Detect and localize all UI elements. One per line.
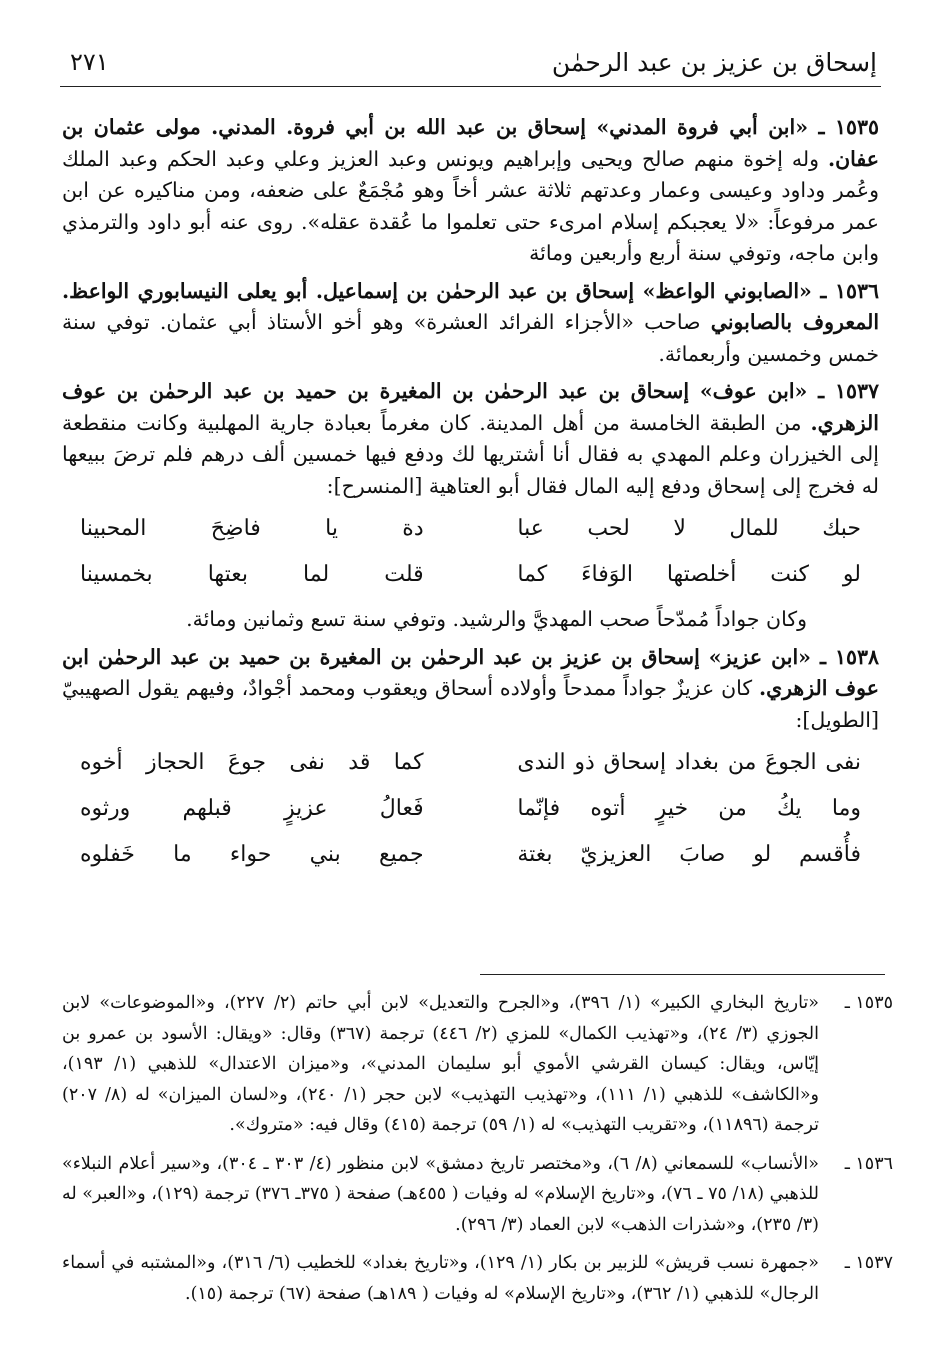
entry-number: ١٥٣٥ ـ (808, 115, 879, 139)
verse-second-hemistich: دة يا فاضِحَ المحبينا (80, 516, 424, 541)
entry-tail: وكان جواداً مُمدّحاً صحب المهديَّ والرشيد. وتوفي سنة تسع وثمانين ومائة. (186, 607, 807, 631)
entry-1535 (62, 112, 879, 270)
verse-line (62, 506, 879, 552)
main-text (62, 112, 879, 884)
verse-first-hemistich: لو كنت أخلصتها الوَفاءَ كما (517, 562, 861, 587)
footnote-number: ١٥٣٥ ـ (844, 993, 893, 1013)
verse-second-hemistich: فَعالُ عزيزٍ قبلهم ورثوه (80, 796, 424, 821)
entry-1537 (62, 376, 879, 636)
footnote-text: «الأنساب» للسمعاني (٨/ ٦)، و«مختصر تاريخ دمشق» لابن منظور (٤/ ٣٠٣ ـ ٣٠٤)، و«سير أعلام النبلاء» للذهبي (١٨/ ٧٥ ـ ٧٦)، و«تاريخ الإسلام» له وفيات ( ٤٥٥هـ) صفحة ( ٣٧٥ـ ٣٧٦) ترجمة (١٢٩)، و«العبر» له (٣/ ٢٣٥)، و«شذرات الذهب» لابن العماد (٣/ ٢٩٦). (62, 1153, 820, 1235)
footnote-number: ١٥٣٦ ـ (844, 1153, 893, 1174)
entry-number: ١٥٣٨ ـ (810, 644, 880, 669)
footnote (62, 1149, 893, 1241)
entry-1536 (62, 276, 879, 371)
verse-line (62, 786, 879, 832)
footnote-text: «جمهرة نسب قريش» للزبير بن بكار (١/ ١٢٩)، و«تاريخ بغداد» للخطيب (٦/ ٣١٦)، و«المشتبه في أسماء الرجال» للذهبي (١/ ٣٦٢)، و«تاريخ الإسلام» له وفيات ( ١٨٩هـ) صفحة (٦٧) ترجمة (١٥). (62, 1253, 819, 1304)
entry-number: ١٥٣٦ ـ (811, 278, 879, 303)
footnotes (62, 988, 893, 1317)
verse-first-hemistich: حبك للمال لا لحب عبا (517, 516, 861, 541)
footnote-separator (480, 974, 885, 975)
footnote-text: «تاريخ البخاري الكبير» (١/ ٣٩٦)، و«الجرح والتعديل» لابن أبي حاتم (٢/ ٢٢٧)، و«الموضوعات» لابن الجوزي (٣/ ٢٤)، و«تهذيب الكمال» للمزي (٢/ ٤٤٦) ترجمة (٣٦٧) وقال: «ويقال: الأسود بن عمرو بن إيّاس، ويقال: كيسان القرشي الأموي أبو سليمان المدني»، و«ميزان الاعتدال» للذهبي (١/ ١٩٣)، و«الكاشف» للذهبي (١/ ١١١)، و«تهذيب التهذيب» لابن حجر (١/ ٢٤٠)، و«لسان الميزان» له (٨/ ٢٠٧) ترجمة (١١٨٩٦)، و«تقريب التهذيب» له (١/ ٥٩) ترجمة (٤١٥) وقال فيه: «متروك». (62, 993, 820, 1135)
verse-first-hemistich: وما يكُ من خيرٍ أتوه فإنّما (517, 796, 861, 821)
entry-heading: «ابن أبي فروة المدني» إسحاق بن عبد الله بن أبي فروة. المدني. مولى عثمان بن عفان. (62, 115, 879, 171)
entry-heading: «ابن عوف» إسحاق بن عبد الرحمٰن بن المغيرة بن حميد بن عبد الرحمٰن بن عوف الزهري. (62, 379, 879, 435)
poem (62, 740, 879, 878)
verse-line (62, 552, 879, 598)
footnote-number: ١٥٣٧ ـ (844, 1253, 893, 1273)
entry-number: ١٥٣٧ ـ (807, 379, 879, 403)
verse-first-hemistich: نفى الجوعَ من بغداد إسحاق ذو الندى (517, 750, 861, 775)
verse-line (62, 740, 879, 786)
verse-second-hemistich: جميع بني حواء ما خَفلوه (80, 842, 424, 867)
entry-1538 (62, 642, 879, 879)
verse-line (62, 832, 879, 878)
entry-text: من الطبقة الخامسة من أهل المدينة. كان مغرماً بعبادة جارية المهلبية وكانت منقطعة إلى الخيزران وعلم المهدي به فقال أنا أشتريها لك ودفع فيها خمسين ألف درهم فلم ترضَ ببيعها له فخرج إلى إسحاق ودفع إليه المال فقال أبو العتاهية [المنسرح]: (62, 410, 879, 498)
page-header (60, 40, 881, 87)
entry-heading: «ابن عزيز» إسحاق بن عزيز بن عبد الرحمٰن بن المغيرة بن حميد بن عبد الرحمٰن ابن عوف الزهري. (62, 644, 879, 700)
poem (62, 506, 879, 598)
verse-first-hemistich: فأُقسم لو صابَ العزيزيّ بغتة (517, 842, 861, 867)
verse-second-hemistich: كما قد نفى جوعَ الحجاز أخوه (80, 750, 424, 775)
entry-text: كان عزيزٌ جواداً ممدحاً وأولاده أسحاق ويعقوب ومحمد أجْوادٌ، وفيهم يقول الصهيبيّ [الطويل]: (62, 676, 879, 732)
footnote (62, 988, 893, 1141)
page-number: ٢٧١ (70, 48, 109, 76)
running-head: إسحاق بن عزيز بن عبد الرحمٰن (551, 48, 877, 77)
footnote (62, 1248, 893, 1309)
entry-text: صاحب «الأجزاء الفرائد العشرة» وهو أخو الأستاذ أبي عثمان. توفي سنة خمس وخمسين وأربعمائة. (62, 310, 879, 366)
entry-heading: «الصابوني الواعظ» إسحاق بن عبد الرحمٰن بن إسماعيل. أبو يعلى النيسابوري الواعظ. المعروف بالصابوني (62, 278, 880, 334)
verse-second-hemistich: قلت لما بعتها بخمسينا (80, 562, 424, 587)
entry-text: وله إخوة منهم صالح ويحيى وإبراهيم ويونس وعبد العزيز وعلي وعبد الحكم وعبد الملك وعُمر وداود وعيسى وعمار وعدتهم ثلاثة عشر أخاً وهو مُجْمَعٌ على ضعفه، ومن مناكيره عن ابن عمر مرفوعاً: «لا يعجبكم إسلام امرىء حتى تعلموا ما عُقدة عقله». روى عنه أبو داود والترمذي وابن ماجه، وتوفي سنة أربع وأربعين ومائة (62, 146, 879, 265)
